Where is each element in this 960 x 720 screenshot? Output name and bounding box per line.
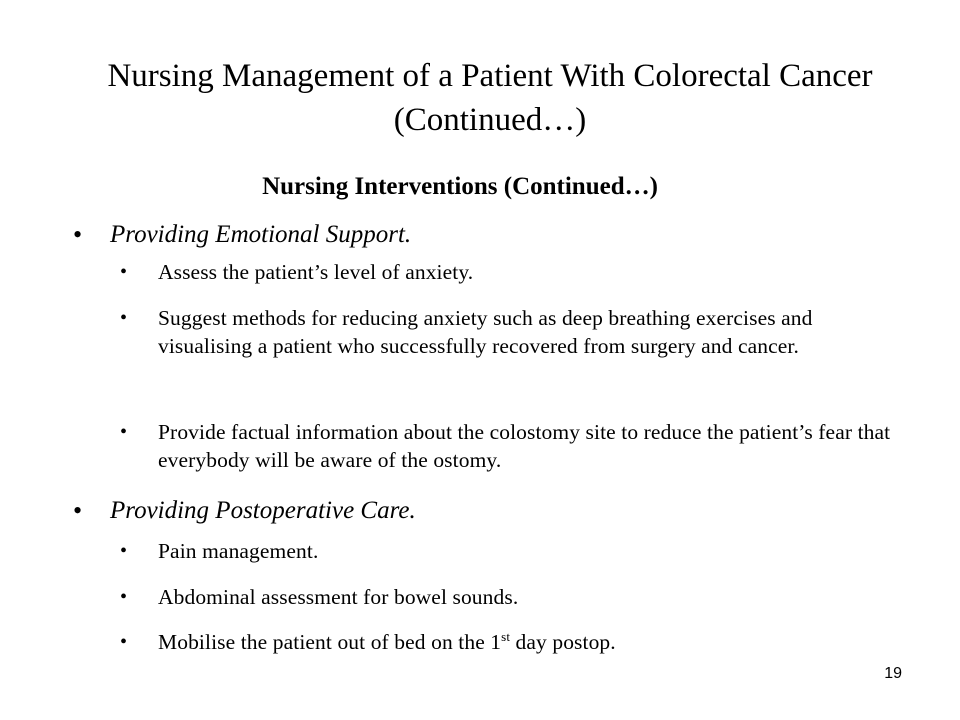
list-item-text: Abdominal assessment for bowel sounds. (158, 585, 519, 609)
ordinal-superscript: st (501, 628, 511, 644)
list-item-text: Pain management. (158, 539, 319, 563)
page-number: 19 (884, 665, 902, 682)
list-item-text: Provide factual information about the colostomy site to reduce the patient’s fear that everybody will be aware of the ostomy. (158, 420, 891, 472)
bullet-icon: • (73, 220, 83, 249)
bullet-icon: • (120, 307, 128, 329)
slide-title: Nursing Management of a Patient With Colorectal Cancer (Continued…) (107, 58, 873, 138)
section-label: Providing Emotional Support. (110, 221, 412, 248)
list-item-text: Assess the patient’s level of anxiety. (158, 260, 474, 284)
bullet-icon: • (120, 421, 128, 443)
list-item-text-after: day postop. (510, 630, 616, 654)
bullet-icon: • (120, 586, 128, 608)
section-label: Providing Postoperative Care. (110, 497, 416, 524)
section-heading: Nursing Interventions (Continued…) (262, 173, 658, 200)
list-item-text (158, 628, 908, 656)
bullet-icon: • (120, 631, 128, 653)
list-item-text-before: Mobilise the patient out of bed on the 1 (158, 630, 502, 654)
bullet-icon: • (73, 496, 83, 525)
list-item-text: Suggest methods for reducing anxiety such as deep breathing exercises and visualising a patient who successfully recovered from surgery and cancer. (158, 306, 813, 358)
bullet-icon: • (120, 261, 128, 283)
bullet-icon: • (120, 540, 128, 562)
